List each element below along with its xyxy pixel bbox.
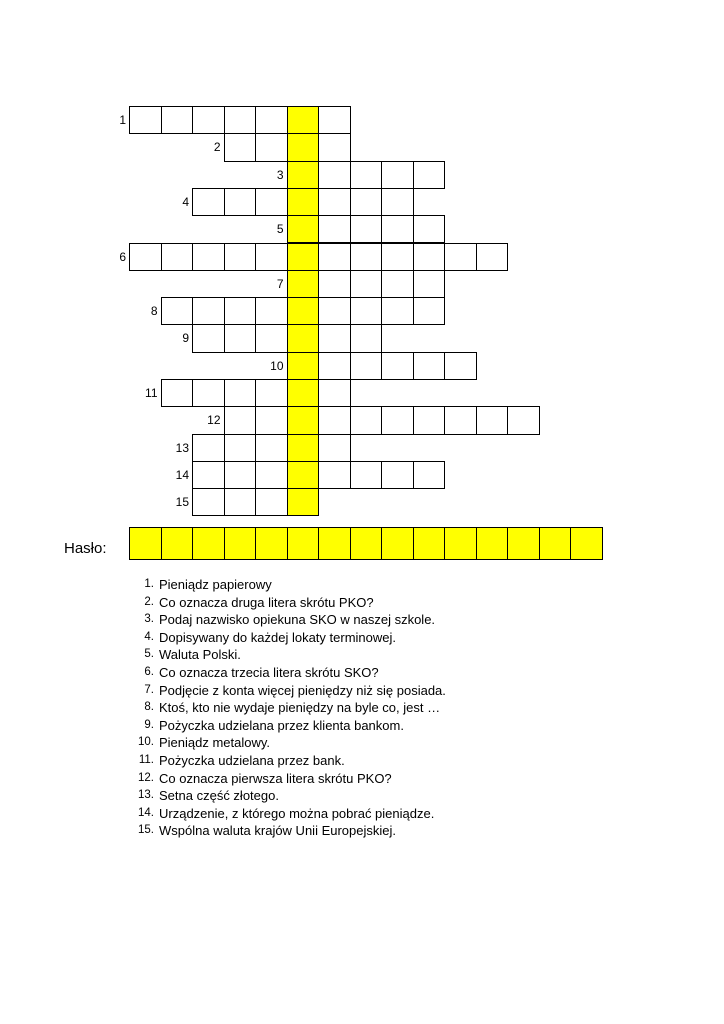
letter-cell[interactable] bbox=[318, 461, 351, 489]
letter-cell[interactable] bbox=[413, 215, 446, 243]
clue-item bbox=[128, 682, 648, 700]
letter-cell[interactable] bbox=[129, 243, 162, 271]
letter-cell[interactable] bbox=[318, 406, 351, 434]
letter-cell[interactable] bbox=[255, 133, 288, 161]
letter-cell[interactable] bbox=[350, 461, 383, 489]
key-letter-cell[interactable] bbox=[287, 133, 320, 161]
clue-number: 13. bbox=[138, 789, 154, 802]
clue-list bbox=[128, 576, 648, 840]
letter-cell[interactable] bbox=[224, 461, 257, 489]
letter-cell[interactable] bbox=[318, 297, 351, 325]
letter-cell[interactable] bbox=[444, 243, 477, 271]
key-letter-cell[interactable] bbox=[287, 379, 320, 407]
letter-cell[interactable] bbox=[224, 106, 257, 134]
haslo-letter-cell[interactable] bbox=[507, 527, 540, 560]
letter-cell[interactable] bbox=[413, 352, 446, 380]
clue-number: 14. bbox=[138, 806, 154, 819]
letter-cell[interactable] bbox=[350, 406, 383, 434]
letter-cell[interactable] bbox=[255, 488, 288, 516]
letter-cell[interactable] bbox=[255, 188, 288, 216]
clue-number: 5. bbox=[144, 648, 154, 661]
clue-item bbox=[128, 734, 648, 752]
row-number: 8 bbox=[150, 304, 158, 319]
key-letter-cell[interactable] bbox=[287, 188, 320, 216]
letter-cell[interactable] bbox=[381, 215, 414, 243]
letter-cell[interactable] bbox=[224, 406, 257, 434]
letter-cell[interactable] bbox=[318, 106, 351, 134]
letter-cell[interactable] bbox=[318, 324, 351, 352]
clue-text: Pieniądz papierowy bbox=[159, 577, 272, 592]
letter-cell[interactable] bbox=[318, 379, 351, 407]
clue-number: 9. bbox=[144, 718, 154, 731]
haslo-letter-cell[interactable] bbox=[255, 527, 288, 560]
clue-item bbox=[128, 805, 648, 823]
letter-cell[interactable] bbox=[255, 243, 288, 271]
letter-cell[interactable] bbox=[192, 106, 225, 134]
clue-text: Podjęcie z konta więcej pieniędzy niż się posiada. bbox=[159, 682, 446, 698]
key-letter-cell[interactable] bbox=[287, 324, 320, 352]
letter-cell[interactable] bbox=[224, 243, 257, 271]
key-letter-cell[interactable] bbox=[287, 215, 320, 243]
letter-cell[interactable] bbox=[381, 352, 414, 380]
letter-cell[interactable] bbox=[413, 161, 446, 189]
row-number: 2 bbox=[213, 140, 221, 155]
haslo-letter-cell[interactable] bbox=[444, 527, 477, 560]
haslo-letter-cell[interactable] bbox=[318, 527, 351, 560]
letter-cell[interactable] bbox=[255, 461, 288, 489]
letter-cell[interactable] bbox=[507, 406, 540, 434]
letter-cell[interactable] bbox=[413, 297, 446, 325]
letter-cell[interactable] bbox=[350, 324, 383, 352]
letter-cell[interactable] bbox=[381, 188, 414, 216]
haslo-letter-cell[interactable] bbox=[224, 527, 257, 560]
haslo-letter-cell[interactable] bbox=[161, 527, 194, 560]
letter-cell[interactable] bbox=[381, 161, 414, 189]
clue-number: 3. bbox=[144, 613, 154, 626]
letter-cell[interactable] bbox=[318, 243, 351, 271]
clue-text: Pożyczka udzielana przez klienta bankom. bbox=[159, 717, 404, 733]
letter-cell[interactable] bbox=[224, 297, 257, 325]
letter-cell[interactable] bbox=[129, 106, 162, 134]
letter-cell[interactable] bbox=[318, 434, 351, 462]
haslo-letter-cell[interactable] bbox=[129, 527, 162, 560]
letter-cell[interactable] bbox=[192, 297, 225, 325]
row-number: 7 bbox=[276, 276, 284, 291]
clue-text: Urządzenie, z którego można pobrać pieniądze. bbox=[159, 805, 435, 821]
clue-item bbox=[128, 770, 648, 788]
clue-text: Dopisywany do każdej lokaty terminowej. bbox=[159, 629, 396, 645]
letter-cell[interactable] bbox=[350, 243, 383, 271]
clue-item bbox=[128, 699, 648, 717]
letter-cell[interactable] bbox=[381, 297, 414, 325]
key-letter-cell[interactable] bbox=[287, 161, 320, 189]
letter-cell[interactable] bbox=[318, 161, 351, 189]
clue-number: 12. bbox=[138, 771, 154, 784]
letter-cell[interactable] bbox=[255, 297, 288, 325]
letter-cell[interactable] bbox=[224, 188, 257, 216]
letter-cell[interactable] bbox=[381, 270, 414, 298]
row-number: 11 bbox=[145, 386, 158, 400]
letter-cell[interactable] bbox=[192, 461, 225, 489]
clue-item bbox=[128, 594, 648, 612]
clue-text: Pożyczka udzielana przez bank. bbox=[159, 752, 345, 768]
letter-cell[interactable] bbox=[161, 243, 194, 271]
haslo-letter-cell[interactable] bbox=[570, 527, 603, 560]
row-number: 9 bbox=[182, 331, 189, 346]
row-number: 4 bbox=[182, 194, 189, 209]
row-number: 14 bbox=[175, 467, 189, 482]
letter-cell[interactable] bbox=[381, 461, 414, 489]
letter-cell[interactable] bbox=[350, 188, 383, 216]
key-letter-cell[interactable] bbox=[287, 352, 320, 380]
key-letter-cell[interactable] bbox=[287, 106, 320, 134]
clue-number: 8. bbox=[144, 701, 154, 714]
key-letter-cell[interactable] bbox=[287, 297, 320, 325]
letter-cell[interactable] bbox=[350, 297, 383, 325]
clue-item bbox=[128, 822, 648, 840]
letter-cell[interactable] bbox=[192, 324, 225, 352]
row-number: 13 bbox=[175, 440, 189, 455]
clue-item bbox=[128, 787, 648, 805]
letter-cell[interactable] bbox=[224, 379, 257, 407]
letter-cell[interactable] bbox=[255, 379, 288, 407]
letter-cell[interactable] bbox=[444, 406, 477, 434]
clue-number: 11. bbox=[138, 753, 154, 766]
clue-number: 10. bbox=[138, 736, 154, 749]
key-letter-cell[interactable] bbox=[287, 461, 320, 489]
clue-number: 1. bbox=[144, 578, 154, 590]
letter-cell[interactable] bbox=[224, 324, 257, 352]
letter-cell[interactable] bbox=[161, 297, 194, 325]
clue-number: 2. bbox=[144, 595, 154, 608]
letter-cell[interactable] bbox=[224, 133, 257, 161]
letter-cell[interactable] bbox=[350, 352, 383, 380]
clue-text: Co oznacza druga litera skrótu PKO? bbox=[159, 594, 374, 610]
row-number: 1 bbox=[119, 113, 126, 127]
clue-number: 4. bbox=[144, 630, 154, 643]
letter-cell[interactable] bbox=[192, 434, 225, 462]
haslo-letter-cell[interactable] bbox=[476, 527, 509, 560]
clue-text: Waluta Polski. bbox=[159, 647, 241, 663]
letter-cell[interactable] bbox=[413, 270, 446, 298]
clue-text: Wspólna waluta krajów Unii Europejskiej. bbox=[159, 823, 396, 839]
letter-cell[interactable] bbox=[318, 188, 351, 216]
key-letter-cell[interactable] bbox=[287, 434, 320, 462]
letter-cell[interactable] bbox=[192, 488, 225, 516]
haslo-letter-cell[interactable] bbox=[287, 527, 320, 560]
letter-cell[interactable] bbox=[476, 406, 509, 434]
letter-cell[interactable] bbox=[350, 215, 383, 243]
letter-cell[interactable] bbox=[255, 434, 288, 462]
clue-item bbox=[128, 664, 648, 682]
row-number: 6 bbox=[119, 249, 126, 264]
letter-cell[interactable] bbox=[255, 324, 288, 352]
key-letter-cell[interactable] bbox=[287, 406, 320, 434]
clue-text: Co oznacza trzecia litera skrótu SKO? bbox=[159, 664, 379, 680]
clue-item bbox=[128, 576, 648, 594]
clue-item bbox=[128, 629, 648, 647]
haslo-letter-cell[interactable] bbox=[539, 527, 572, 560]
letter-cell[interactable] bbox=[350, 161, 383, 189]
haslo-letter-cell[interactable] bbox=[413, 527, 446, 560]
letter-cell[interactable] bbox=[350, 270, 383, 298]
letter-cell[interactable] bbox=[192, 243, 225, 271]
letter-cell[interactable] bbox=[161, 106, 194, 134]
letter-cell[interactable] bbox=[161, 379, 194, 407]
clue-text: Setna część złotego. bbox=[159, 788, 279, 804]
row-number: 15 bbox=[175, 495, 189, 510]
letter-cell[interactable] bbox=[413, 461, 446, 489]
clue-number: 7. bbox=[144, 683, 154, 696]
letter-cell[interactable] bbox=[192, 379, 225, 407]
letter-cell[interactable] bbox=[224, 488, 257, 516]
clue-text: Podaj nazwisko opiekuna SKO w naszej szkole. bbox=[159, 612, 436, 628]
letter-cell[interactable] bbox=[413, 243, 446, 271]
key-letter-cell[interactable] bbox=[287, 270, 320, 298]
letter-cell[interactable] bbox=[413, 406, 446, 434]
letter-cell[interactable] bbox=[318, 133, 351, 161]
letter-cell[interactable] bbox=[192, 188, 225, 216]
row-number: 3 bbox=[276, 167, 284, 182]
clue-item bbox=[128, 717, 648, 735]
clue-item bbox=[128, 611, 648, 629]
row-number: 5 bbox=[276, 222, 284, 237]
haslo-letter-cell[interactable] bbox=[350, 527, 383, 560]
letter-cell[interactable] bbox=[381, 406, 414, 434]
letter-cell[interactable] bbox=[224, 434, 257, 462]
haslo-letter-cell[interactable] bbox=[192, 527, 225, 560]
clue-item bbox=[128, 752, 648, 770]
letter-cell[interactable] bbox=[318, 215, 351, 243]
clue-item bbox=[128, 646, 648, 664]
key-letter-cell[interactable] bbox=[287, 488, 320, 516]
letter-cell[interactable] bbox=[444, 352, 477, 380]
letter-cell[interactable] bbox=[255, 106, 288, 134]
clue-text: Pieniądz metalowy. bbox=[159, 735, 271, 751]
key-letter-cell[interactable] bbox=[287, 243, 320, 271]
clue-number: 6. bbox=[144, 665, 154, 678]
clue-text: Co oznacza pierwsza litera skrótu PKO? bbox=[159, 770, 392, 786]
row-number: 12 bbox=[207, 413, 221, 428]
letter-cell[interactable] bbox=[476, 243, 509, 271]
clue-number: 15. bbox=[138, 824, 154, 837]
haslo-letter-cell[interactable] bbox=[381, 527, 414, 560]
letter-cell[interactable] bbox=[381, 243, 414, 271]
letter-cell[interactable] bbox=[318, 270, 351, 298]
letter-cell[interactable] bbox=[255, 406, 288, 434]
clue-text: Ktoś, kto nie wydaje pieniędzy na byle co, jest … bbox=[159, 700, 441, 716]
letter-cell[interactable] bbox=[318, 352, 351, 380]
haslo-label: Hasło: bbox=[64, 540, 107, 557]
row-number: 10 bbox=[270, 358, 284, 373]
